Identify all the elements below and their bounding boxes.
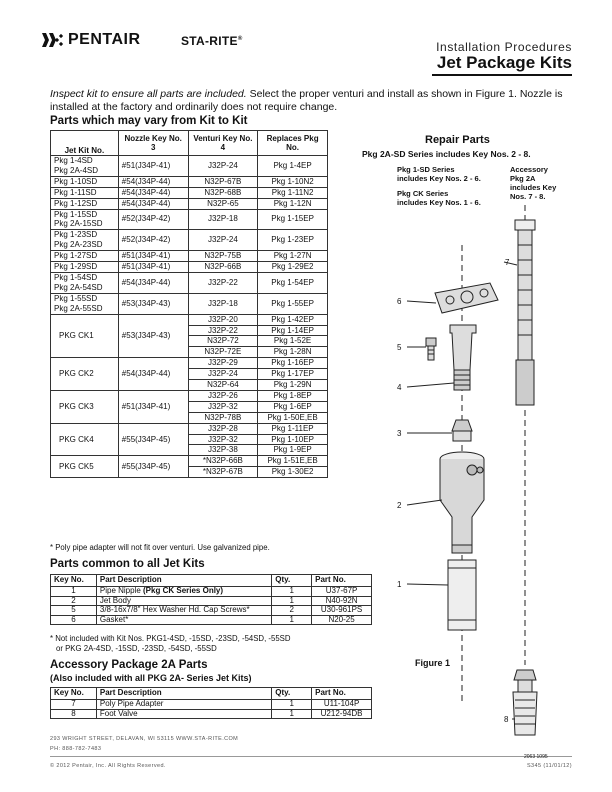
venturi-cell: N32P-64 (188, 380, 258, 391)
kit-number: PKG CK2 (59, 369, 94, 379)
nozzle-cell: #52(J34P-42) (118, 230, 188, 251)
replaces-cell: Pkg 1-23EP (258, 230, 328, 251)
page-title: Jet Package Kits (436, 53, 572, 72)
kit-number: Pkg 1-55SD (54, 293, 98, 303)
kit-number: Pkg 1-12SD (54, 198, 98, 208)
table-row (51, 390, 328, 401)
common-note-1: * Not included with Kit Nos. PKG1-4SD, -15SD, -23SD, -54SD, -55SD (50, 634, 291, 643)
replaces-cell: Pkg 1-55EP (258, 293, 328, 314)
replaces-cell: Pkg 1-10N2 (258, 176, 328, 187)
replaces-cell: Pkg 1-51E,EB (258, 456, 328, 467)
venturi-cell: J32P-32 (188, 401, 258, 412)
nozzle-cell: #51(J34P-41) (118, 262, 188, 273)
callout-2: 2 (397, 501, 402, 510)
accessory-table (50, 687, 372, 719)
kit-number: PKG CK3 (59, 401, 94, 411)
qty-cell: 1 (272, 700, 312, 710)
qty-cell: 1 (272, 587, 312, 597)
table-row (51, 187, 328, 198)
description-bold: (Pkg CK Series Only) (143, 586, 224, 595)
kit-cell (51, 187, 119, 198)
common-note-2: or PKG 2A-4SD, -15SD, -23SD, -54SD, -55SD (56, 644, 217, 653)
replaces-cell: Pkg 1-6EP (258, 401, 328, 412)
kit-number: Pkg 2A-15SD (54, 219, 103, 229)
pentair-logo (40, 30, 141, 50)
part-no-cell: N40-92N (312, 596, 372, 606)
parts-vary-heading: Parts which may vary from Kit to Kit (50, 115, 248, 127)
table-row (51, 251, 328, 262)
kit-number: Pkg 1-11SD (54, 187, 97, 197)
nozzle-cell: #54(J34P-44) (118, 198, 188, 209)
venturi-cell: N32P-68B (188, 187, 258, 198)
replaces-cell: Pkg 1-50E,EB (258, 412, 328, 423)
intro-text (50, 88, 570, 114)
footer-phone: PH: 888-782-7483 (50, 746, 102, 752)
poly-pipe-adapter (515, 220, 535, 405)
col-header: Venturi Key No. 4 (188, 131, 258, 156)
nozzle-cell: #55(J34P-45) (118, 456, 188, 478)
kit-number: Pkg 1-10SD (54, 176, 98, 186)
part-no-cell: N20-25 (312, 615, 372, 625)
callout-5: 5 (397, 343, 402, 352)
key-cell: 5 (51, 606, 97, 616)
kit-cell (51, 176, 119, 187)
replaces-cell: Pkg 1-54EP (258, 272, 328, 293)
accessory-heading: Accessory Package 2A Parts (50, 659, 208, 671)
description-cell: Poly Pipe Adapter (96, 700, 271, 710)
kit-number: Pkg 2A-4SD (54, 165, 99, 175)
table-row (51, 700, 372, 710)
description-cell (96, 615, 271, 625)
venturi-cell: J32P-32 (188, 434, 258, 445)
ck-series-line: Pkg CK Series (397, 189, 449, 198)
registered-mark: ® (237, 36, 243, 42)
key-cell: 2 (51, 596, 97, 606)
col-header: Part No. (312, 688, 372, 700)
table-row (51, 358, 328, 369)
replaces-cell: Pkg 1-17EP (258, 369, 328, 380)
sub-brand (181, 34, 243, 48)
accessory-subheading: (Also included with all PKG 2A- Series Jet Kits) (50, 673, 252, 683)
kit-number: Pkg 1-23SD (54, 230, 98, 240)
kit-cell (51, 230, 119, 251)
qty-cell: 1 (272, 596, 312, 606)
intro-rest: Select the proper venturi and install as shown in Figure 1. Nozzle is installed at the factory and ordinarily does not require change. (50, 88, 563, 113)
replaces-cell: Pkg 1-8EP (258, 390, 328, 401)
nozzle (452, 420, 472, 441)
kit-cell (51, 156, 119, 177)
kit-cell (51, 209, 119, 230)
leader-4 (407, 383, 454, 387)
kit-cell (51, 456, 119, 478)
common-parts-heading: Parts common to all Jet Kits (50, 558, 205, 570)
replaces-cell: Pkg 1-42EP (258, 314, 328, 325)
nozzle-cell: #53(J34P-43) (118, 293, 188, 314)
description-cell: Foot Valve (96, 709, 271, 719)
replaces-cell: Pkg 1-10EP (258, 434, 328, 445)
venturi-cell: J32P-24 (188, 369, 258, 380)
table-row (51, 615, 372, 625)
table-row (51, 709, 372, 719)
kit-cell (51, 358, 119, 391)
kit-number: Pkg 2A-54SD (54, 282, 103, 292)
nozzle-cell: #54(J34P-44) (118, 187, 188, 198)
kit-cell (51, 293, 119, 314)
replaces-cell: Pkg 1-4EP (258, 156, 328, 177)
table-row (51, 176, 328, 187)
table-row (51, 209, 328, 230)
table-row (51, 606, 372, 616)
replaces-cell: Pkg 1-29E2 (258, 262, 328, 273)
table-row (51, 587, 372, 597)
gasket (435, 283, 498, 313)
venturi-cell: N32P-72 (188, 336, 258, 347)
sd-series-line: includes Key Nos. 2 - 6. (397, 174, 481, 183)
pipe-nipple (448, 560, 476, 630)
venturi-cell: N32P-67B (188, 176, 258, 187)
kit-number: Pkg 2A-23SD (54, 240, 103, 250)
qty-cell: 2 (272, 606, 312, 616)
venturi-cell: J32P-18 (188, 293, 258, 314)
col-header: Replaces Pkg No. (258, 131, 328, 156)
kit-number: Pkg 1-54SD (54, 272, 98, 282)
figure-label: Figure 1 (415, 658, 451, 668)
nozzle-cell: #51(J34P-41) (118, 156, 188, 177)
venturi-cell: J32P-20 (188, 314, 258, 325)
table-row (51, 272, 328, 293)
key-cell: 7 (51, 700, 97, 710)
drawing-number: 2063 1095 (524, 754, 548, 760)
parts-vary-table (50, 130, 328, 478)
leader-6 (407, 301, 436, 303)
table-row (51, 293, 328, 314)
replaces-cell: Pkg 1-27N (258, 251, 328, 262)
brand-name: PENTAIR (68, 31, 141, 48)
venturi-cell: J32P-24 (188, 156, 258, 177)
sub-brand-text: STA-RITE (181, 34, 238, 48)
table-row (51, 230, 328, 251)
title-rule (432, 74, 572, 76)
venturi-cell: N32P-66B (188, 262, 258, 273)
callout-7: 7 (505, 258, 510, 267)
venturi-cell: J32P-38 (188, 445, 258, 456)
replaces-cell: Pkg 1-14EP (258, 325, 328, 336)
accessory-line: Accessory (510, 165, 548, 174)
nozzle-cell: #51(J34P-41) (118, 390, 188, 423)
replaces-cell: Pkg 1-9EP (258, 445, 328, 456)
doc-type: Installation Procedures (436, 40, 572, 54)
replaces-cell: Pkg 1-29N (258, 380, 328, 391)
kit-number: Pkg 1-27SD (54, 251, 98, 261)
venturi-cell: J32P-22 (188, 272, 258, 293)
cap-screw (426, 338, 436, 360)
replaces-cell: Pkg 1-28N (258, 347, 328, 358)
jet-body (440, 452, 484, 553)
kit-number: Pkg 2A-55SD (54, 303, 103, 313)
kit-cell (51, 423, 119, 456)
venturi-cell: J32P-26 (188, 390, 258, 401)
kit-number: Pkg 1-15SD (54, 209, 98, 219)
nozzle-cell: #54(J34P-44) (118, 358, 188, 391)
replaces-cell: Pkg 1-15EP (258, 209, 328, 230)
col-header: Key No. (51, 575, 97, 587)
table-row (51, 314, 328, 325)
description-text: Jet Body (99, 595, 132, 605)
venturi-cell: J32P-18 (188, 209, 258, 230)
part-no-cell: U212-94DB (312, 709, 372, 719)
table-row (51, 423, 328, 434)
replaces-cell: Pkg 1-11EP (258, 423, 328, 434)
col-header: Qty. (272, 575, 312, 587)
kit-number: PKG CK1 (59, 330, 94, 340)
replaces-cell: Pkg 1-30E2 (258, 467, 328, 478)
table-row (51, 456, 328, 467)
callout-4: 4 (397, 383, 402, 392)
callout-1: 1 (397, 580, 402, 589)
venturi-cell: *N32P-66B (188, 456, 258, 467)
repair-subheading: Pkg 2A-SD Series includes Key Nos. 2 - 8. (362, 149, 531, 159)
kit-number: Pkg 1-29SD (54, 262, 98, 272)
key-cell: 8 (51, 709, 97, 719)
leader-1 (407, 584, 448, 585)
footer-address: 293 WRIGHT STREET, DELAVAN, WI 53115 WWW.STA-RITE.COM (50, 736, 239, 742)
replaces-cell: Pkg 1-12N (258, 198, 328, 209)
venturi-cell: J32P-29 (188, 358, 258, 369)
callout-3: 3 (397, 429, 402, 438)
venturi-cell: J32P-28 (188, 423, 258, 434)
col-header: Part No. (312, 575, 372, 587)
venturi-cell: J32P-22 (188, 325, 258, 336)
description-text: Gasket* (99, 614, 129, 624)
accessory-note (510, 165, 556, 201)
parts-vary-note: * Poly pipe adapter will not fit over venturi. Use galvanized pipe. (50, 543, 270, 552)
venturi-cell: N32P-65 (188, 198, 258, 209)
accessory-line: Pkg 2A (510, 174, 536, 183)
replaces-cell: Pkg 1-11N2 (258, 187, 328, 198)
part-no-cell: U37-67P (312, 587, 372, 597)
replaces-cell: Pkg 1-16EP (258, 358, 328, 369)
leader-2 (407, 500, 442, 505)
footer-doc-no: S345 (11/01/12) (526, 763, 572, 769)
kit-number: Pkg 1-4SD (54, 156, 93, 165)
venturi-cell: N32P-75B (188, 251, 258, 262)
kit-cell (51, 262, 119, 273)
description-text: Pipe Nipple (99, 586, 144, 595)
part-no-cell: U30-961PS (312, 606, 372, 616)
venturi (450, 325, 476, 390)
nozzle-cell: #55(J34P-45) (118, 423, 188, 456)
venturi-cell: *N32P-67B (188, 467, 258, 478)
figure-1-diagram (380, 205, 580, 760)
kit-number: PKG CK5 (59, 461, 94, 471)
description-text: 3/8-16x7/8" Hex Washer Hd. Cap Screws* (99, 605, 250, 615)
nozzle-cell: #54(J34P-44) (118, 176, 188, 187)
accessory-line: includes Key (510, 183, 557, 192)
sd-series-note (397, 165, 481, 183)
table-row (51, 156, 328, 177)
kit-cell (51, 272, 119, 293)
qty-cell: 1 (272, 709, 312, 719)
col-header: Part Description (96, 575, 271, 587)
kit-cell (51, 251, 119, 262)
sd-series-line: Pkg 1-SD Series (397, 165, 455, 174)
col-header: Key No. (51, 688, 97, 700)
col-header: Nozzle Key No. 3 (118, 131, 188, 156)
foot-valve (513, 670, 537, 735)
kit-cell (51, 198, 119, 209)
qty-cell: 1 (272, 615, 312, 625)
pentair-logo-icon (40, 30, 64, 50)
nozzle-cell: #51(J34P-41) (118, 251, 188, 262)
key-cell: 1 (51, 587, 97, 597)
part-no-cell: U11-104P (312, 700, 372, 710)
repair-heading: Repair Parts (425, 134, 490, 146)
kit-cell (51, 390, 119, 423)
footer-copyright: © 2012 Pentair, Inc. All Rights Reserved. (50, 763, 166, 769)
venturi-cell: J32P-24 (188, 230, 258, 251)
table-row (51, 198, 328, 209)
accessory-line: Nos. 7 - 8. (510, 192, 546, 201)
common-parts-table (50, 574, 372, 625)
venturi-cell: N32P-72E (188, 347, 258, 358)
ck-series-line: includes Key Nos. 1 - 6. (397, 198, 481, 207)
kit-cell (51, 314, 119, 358)
col-header: Part Description (96, 688, 271, 700)
nozzle-cell: #52(J34P-42) (118, 209, 188, 230)
callout-8: 8 (504, 715, 509, 724)
key-cell: 6 (51, 615, 97, 625)
callout-6: 6 (397, 297, 402, 306)
venturi-cell: N32P-78B (188, 412, 258, 423)
nozzle-cell: #53(J34P-43) (118, 314, 188, 358)
kit-number: PKG CK4 (59, 434, 94, 444)
intro-italic: Inspect kit to ensure all parts are included. (50, 88, 247, 100)
col-header: Jet Kit No. (51, 131, 119, 156)
table-row (51, 262, 328, 273)
nozzle-cell: #54(J34P-44) (118, 272, 188, 293)
col-header: Qty. (272, 688, 312, 700)
replaces-cell: Pkg 1-52E (258, 336, 328, 347)
